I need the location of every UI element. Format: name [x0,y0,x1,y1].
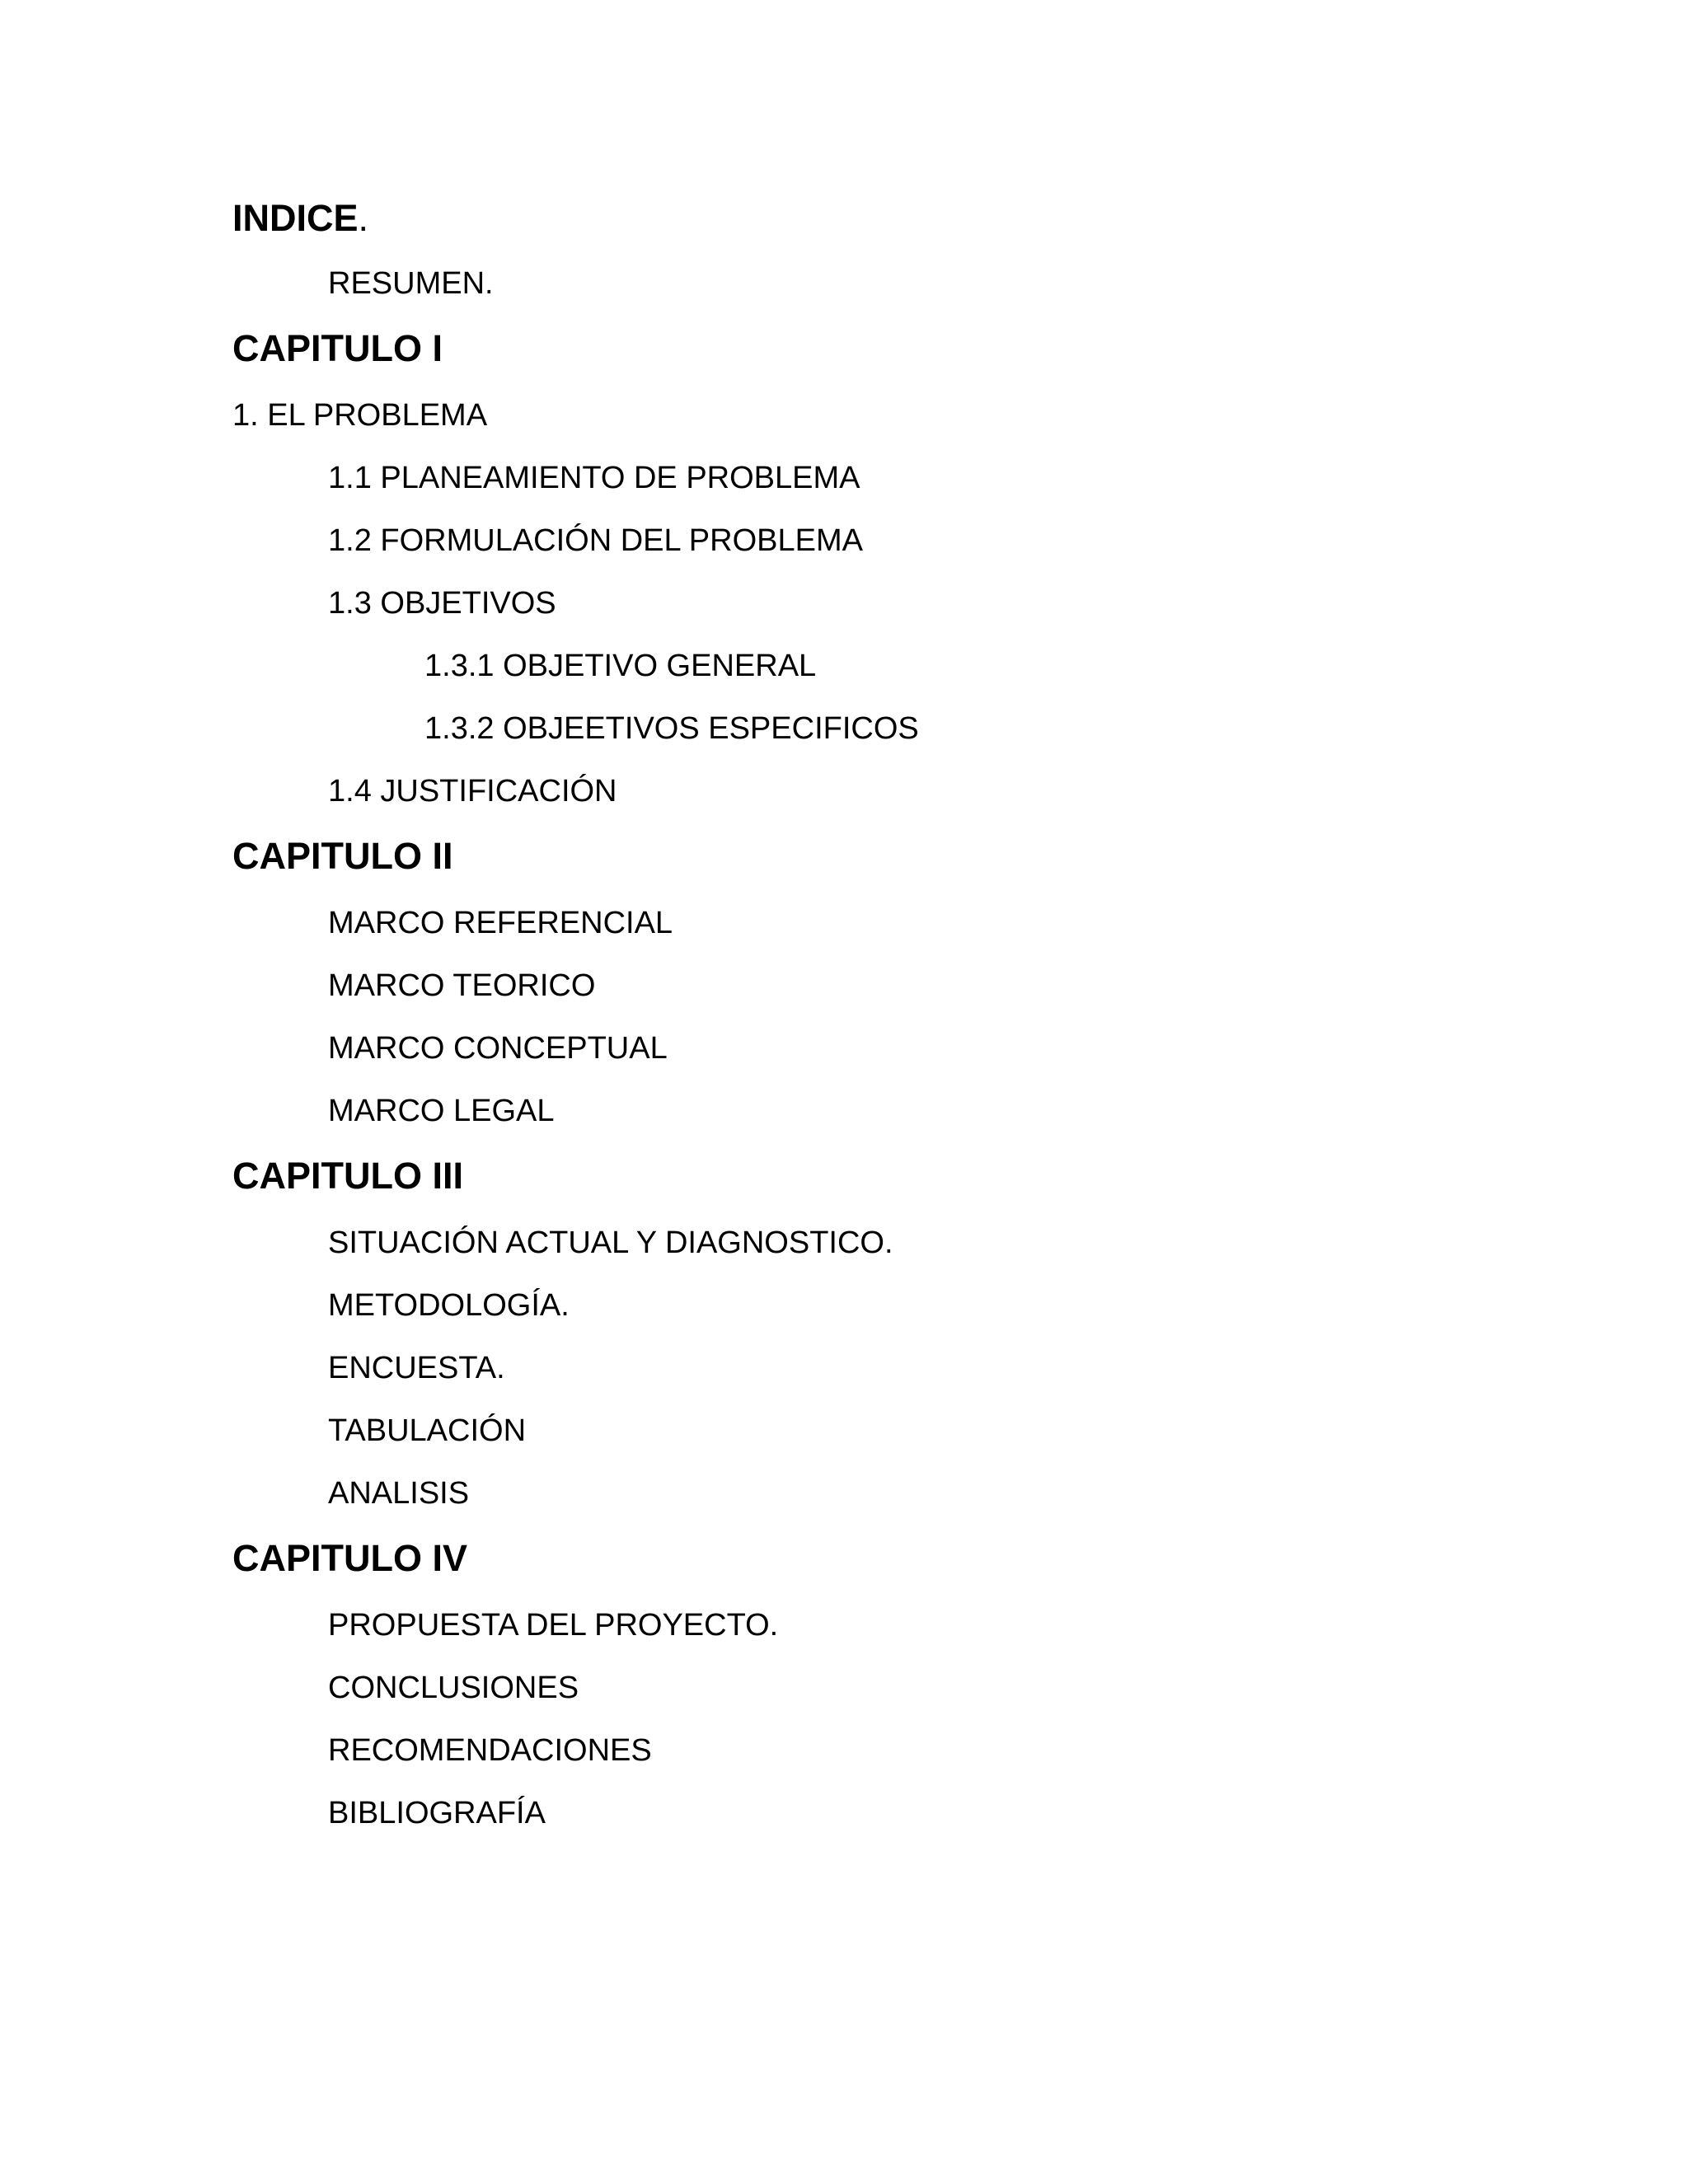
toc-entry-el-problema: 1. EL PROBLEMA [232,398,488,433]
toc-chapter-4-heading: CAPITULO IV [232,1537,468,1579]
toc-entry-metodologia: METODOLOGÍA. [328,1288,570,1323]
toc-title-text: INDICE [232,197,359,239]
toc-entry-marco-teorico: MARCO TEORICO [328,968,596,1003]
toc-title-period: . [358,197,369,239]
toc-entry-encuesta: ENCUESTA. [328,1351,505,1385]
toc-entry-1-1: 1.1 PLANEAMIENTO DE PROBLEMA [328,461,860,495]
toc-entry-conclusiones: CONCLUSIONES [328,1671,579,1705]
toc-entry-1-3-1: 1.3.1 OBJETIVO GENERAL [424,649,817,683]
toc-title [232,199,368,237]
toc-entry-1-3: 1.3 OBJETIVOS [328,586,556,621]
toc-entry-marco-legal: MARCO LEGAL [328,1094,555,1128]
toc-entry-propuesta: PROPUESTA DEL PROYECTO. [328,1608,779,1643]
toc-entry-marco-referencial: MARCO REFERENCIAL [328,906,673,940]
toc-entry-bibliografia: BIBLIOGRAFÍA [328,1796,546,1830]
toc-entry-1-2: 1.2 FORMULACIÓN DEL PROBLEMA [328,523,863,558]
toc-entry-resumen: RESUMEN. [328,266,494,301]
toc-entry-1-4: 1.4 JUSTIFICACIÓN [328,774,617,808]
toc-entry-1-3-2: 1.3.2 OBJEETIVOS ESPECIFICOS [424,711,919,746]
toc-entry-recomendaciones: RECOMENDACIONES [328,1733,652,1768]
toc-chapter-1-heading: CAPITULO I [232,327,443,369]
toc-entry-tabulacion: TABULACIÓN [328,1413,527,1448]
toc-entry-marco-conceptual: MARCO CONCEPTUAL [328,1031,668,1066]
toc-chapter-3-heading: CAPITULO III [232,1155,463,1197]
toc-entry-situacion-actual: SITUACIÓN ACTUAL Y DIAGNOSTICO. [328,1226,893,1260]
toc-chapter-2-heading: CAPITULO II [232,835,453,877]
toc-entry-analisis: ANALISIS [328,1476,470,1511]
